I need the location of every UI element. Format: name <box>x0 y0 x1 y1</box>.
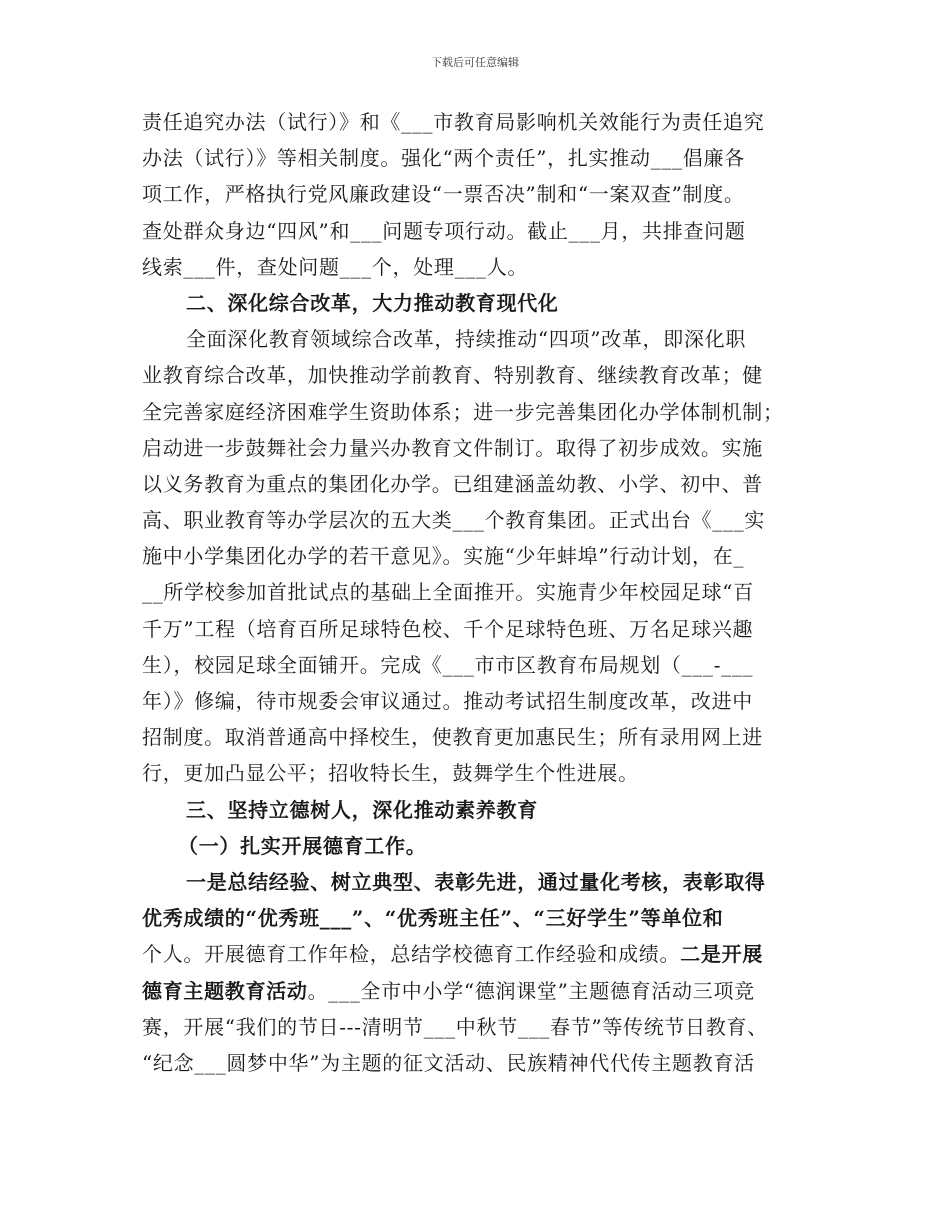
paragraph-line: 全完善家庭经济困难学生资助体系；进一步完善集团化办学体制机制； <box>142 399 784 424</box>
section-heading-3: 三、坚持立德树人，深化推动素养教育 <box>186 797 538 822</box>
page-header: 下载后可任意编辑 <box>431 56 519 69</box>
paragraph-line: 业教育综合改革，加快推动学前教育、特别教育、继续教育改革；健 <box>142 363 763 388</box>
text-run: 个人。 <box>142 942 205 967</box>
mixed-line <box>142 936 814 972</box>
paragraph-line: 高、职业教育等办学层次的五大类___个教育集团。正式出台《___实 <box>142 508 766 533</box>
section-heading-2: 二、深化综合改革，大力推动教育现代化 <box>186 290 559 315</box>
paragraph-line: 查处群众身边“四风”和___问题专项行动。截止___月，共排查问题 <box>142 218 746 243</box>
subsection-heading: （一）扎实开展德育工作。 <box>178 833 427 858</box>
document-body <box>142 104 814 1081</box>
paragraph-line: 千万”工程（培育百所足球特色校、千个足球特色班、万名足球兴趣 <box>142 616 754 641</box>
paragraph-line: 全面深化教育领域综合改革，持续推动“四项”改革，即深化职 <box>186 327 747 352</box>
paragraph-line: 启动进一步鼓舞社会力量兴办教育文件制订。取得了初步成效。实施 <box>142 435 763 460</box>
paragraph-line: 项工作，严格执行党风廉政建设“一票否决”制和“一案双查”制度。 <box>142 182 745 207</box>
paragraph-line: 年）》修编，待市规委会审议通过。推动考试招生制度改革，改进中 <box>142 689 753 713</box>
text-run: 。___全市中小学“德润课堂”主题德育活动三项竞 <box>307 978 755 1003</box>
paragraph-line: 以义务教育为重点的集团化办学。已组建涵盖幼教、小学、初中、普 <box>142 471 763 496</box>
paragraph-line-bold: 优秀成绩的“优秀班___”、“优秀班主任”、“三好学生”等单位和 <box>142 906 724 931</box>
paragraph-line-bold: 一是总结经验、树立典型、表彰先进，通过量化考核，表彰取得 <box>186 869 766 894</box>
mixed-line <box>142 973 814 1009</box>
paragraph-line: 行，更加凸显公平；招收特长生，鼓舞学生个性进展。 <box>142 761 639 786</box>
bold-run: 二是开展 <box>680 942 764 967</box>
paragraph-line: 施中小学集团化办学的若干意见》。实施“少年蚌埠”行动计划，在_ <box>142 544 745 569</box>
paragraph-line: “纪念___圆梦中华”为主题的征文活动、民族精神代代传主题教育活 <box>142 1050 755 1075</box>
bold-run: 德育主题教育活动 <box>142 978 308 1003</box>
paragraph-line: 招制度。取消普通高中择校生，使教育更加惠民生；所有录用网上进 <box>142 725 763 750</box>
text-run: 开展德育工作年检，总结学校德育工作经验和成绩。 <box>204 942 681 967</box>
paragraph-line: 赛，开展“我们的节日---清明节___中秋节___春节”等传统节日教育、 <box>142 1014 768 1039</box>
paragraph-line: 生），校园足球全面铺开。完成《___市市区教育布局规划（___-___ <box>142 652 754 677</box>
paragraph-line: 办法（试行）》等相关制度。强化“两个责任”，扎实推动___倡廉各 <box>142 146 745 171</box>
paragraph-line: 线索___件，查处问题___个，处理___人。 <box>142 254 529 279</box>
paragraph-line: 责任追究办法（试行）》和《___市教育局影响机关效能行为责任追究 <box>142 110 765 134</box>
paragraph-line: __所学校参加首批试点的基础上全面推开。实施青少年校园足球“百 <box>142 580 754 605</box>
